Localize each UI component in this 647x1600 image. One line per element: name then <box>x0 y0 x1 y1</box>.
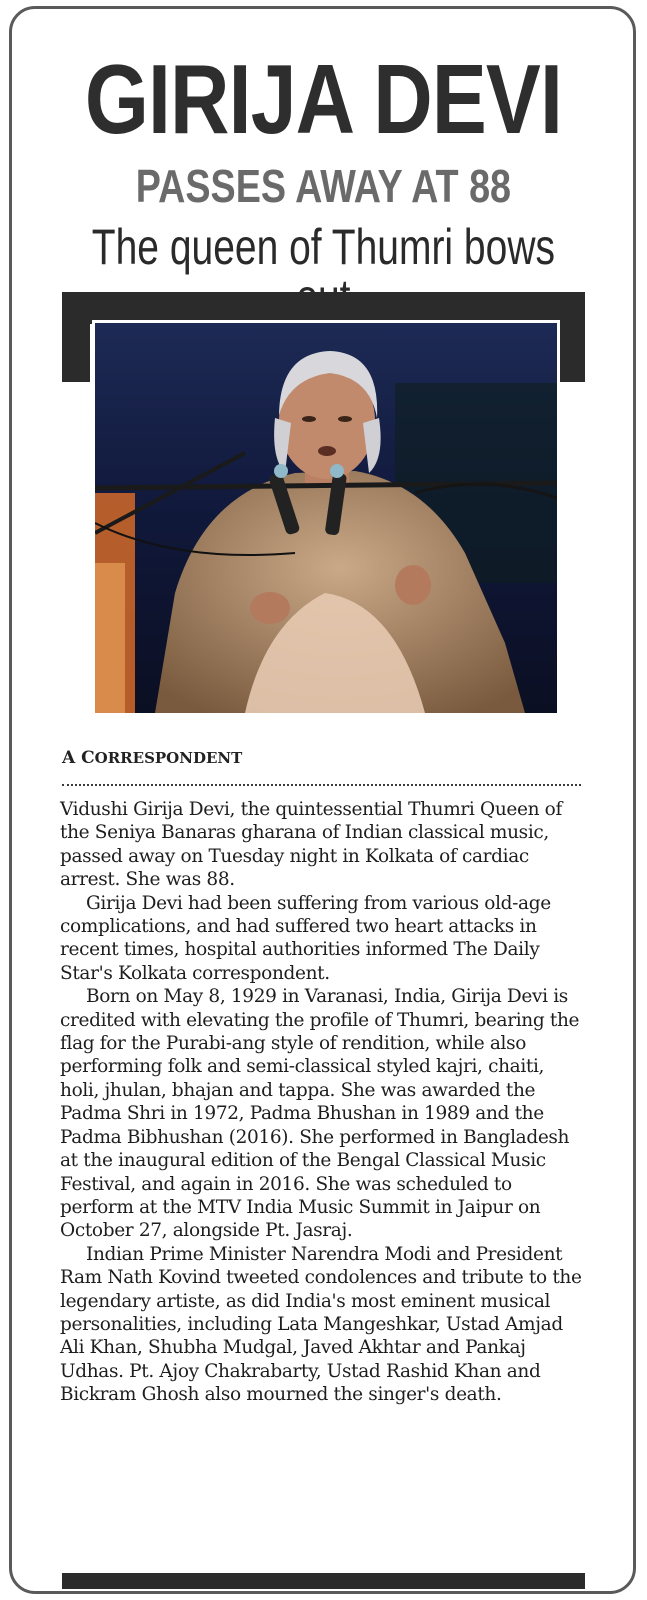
paragraph-4: Indian Prime Minister Narendra Modi and President Ram Nath Kovind tweeted condolences and tribute to the legendary artiste, as did India's most eminent musical personalities, including Lata Mangeshkar, Ustad Amjad Ali Khan, Shubha Mudgal, Javed Akhtar and Pankaj Udhas. Pt. Ajoy Chakrabarty, Ustad Rashid Khan and Bickram Ghosh also mourned the singer's death. <box>60 1243 582 1406</box>
singer-photo <box>92 320 560 716</box>
headline: GIRIJA DEVI <box>84 44 563 154</box>
tagline: The queen of Thumri bows <box>91 219 555 275</box>
paragraph-1: Vidushi Girija Devi, the quintessential Thumri Queen of the Seniya Banaras gharana of Indian classical music, passed away on Tuesday night in Kolkata of cardiac arrest. She was 88. <box>60 799 562 891</box>
dotted-divider <box>62 784 581 786</box>
photo-frame-left <box>62 292 90 382</box>
paragraph-2: Girija Devi had been suffering from various old-age complications, and had suffered two heart attacks in recent times, hospital authorities informed The Daily Star's Kolkata correspondent. <box>60 892 551 984</box>
paragraph-3: Born on May 8, 1929 in Varanasi, India, Girija Devi is credited with elevating the profile of Thumri, bearing the flag for the Purabi-ang style of rendition, while also performing folk and semi-classical styled kajri, chaiti, holi, jhulan, bhajan and tappa. She was awarded the Padma Shri in 1972, Padma Bhushan in 1989 and the Padma Bibhushan (2016). She performed in Bangladesh at the inaugural edition of the Bengal Classical Music Festival, and again in 2016. She was scheduled to perform at the MTV India Music Summit in Jaipur on October 27, alongside Pt. Jasraj. <box>60 986 580 1242</box>
subheadline: PASSES AWAY AT 88 <box>135 160 512 212</box>
bottom-rule <box>62 1573 585 1589</box>
photo-frame-right <box>557 292 585 382</box>
byline: A CORRESPONDENT <box>62 748 243 768</box>
article-body <box>60 798 588 1407</box>
